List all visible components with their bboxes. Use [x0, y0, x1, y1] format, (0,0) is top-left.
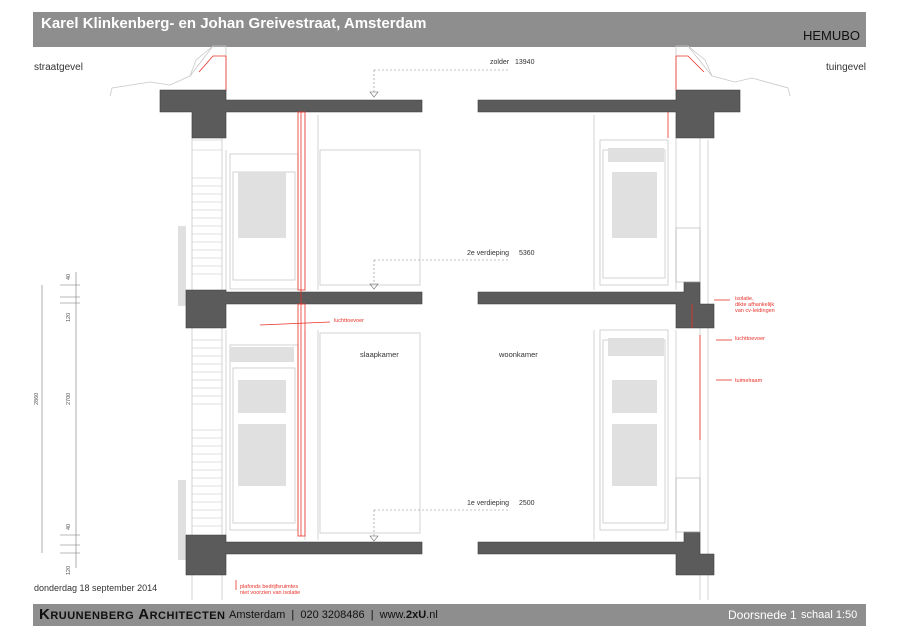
note-isolatie-3: van cv-leidingen — [735, 308, 775, 314]
side-label-garden: tuingevel — [826, 62, 867, 73]
drawing-scale: schaal 1:50 — [801, 609, 858, 621]
note-isolatie-1: isolatie, — [735, 296, 754, 302]
firm-phone: 020 3208486 — [300, 609, 365, 621]
side-label-street: straatgevel — [34, 62, 83, 73]
level-1st-name: 1e verdieping — [467, 500, 510, 507]
note-luchttoevoer-left: luchttoevoer — [334, 318, 364, 324]
dim-120-bottom: 120 — [66, 565, 72, 575]
level-attic-name: zolder — [490, 59, 510, 66]
slab-attic-right — [478, 90, 740, 138]
room-left: slaapkamer — [360, 350, 399, 359]
room-right: woonkamer — [499, 350, 538, 359]
drawing-name: Doorsnede 1 — [728, 608, 797, 622]
firm-contact: Amsterdam | 020 3208486 | www.2xU.nl — [229, 609, 438, 621]
slab-1st-left — [186, 535, 422, 575]
dim-40-top: 40 — [66, 273, 72, 280]
drawing-title: Karel Klinkenberg- en Johan Greivestraat, Amsterdam — [41, 15, 427, 32]
level-2nd-height: 5360 — [519, 250, 535, 257]
slab-1st-right — [478, 532, 714, 575]
firm-city: Amsterdam — [229, 609, 286, 621]
note-luchttoevoer-right: luchttoevoer — [735, 336, 765, 342]
note-tuimelraam: tuimelraam — [735, 378, 763, 384]
level-attic-height: 13940 — [515, 59, 535, 66]
dim-40-bottom: 40 — [66, 523, 72, 530]
level-2nd-name: 2e verdieping — [467, 250, 510, 257]
dim-120-top: 120 — [66, 312, 72, 322]
note-plafonds-1: plafonds bedrijfsruimtes — [240, 584, 299, 590]
slab-2nd-left — [186, 290, 422, 328]
firm-website[interactable]: www.2xU.nl — [379, 609, 438, 621]
client-name: HEMUBO — [802, 28, 860, 43]
note-isolatie-2: dikte afhankelijk — [735, 302, 775, 308]
firm-name: Kruunenberg Architecten — [39, 606, 226, 623]
note-plafonds-2: niet voorzien van isolatie — [240, 590, 301, 596]
slab-2nd-right — [478, 282, 714, 328]
level-1st-height: 2500 — [519, 500, 535, 507]
dim-2700: 2700 — [66, 392, 72, 405]
slab-attic-left — [160, 90, 422, 138]
date-label: donderdag 18 september 2014 — [34, 583, 158, 593]
footer-bar — [33, 604, 866, 626]
dim-2860: 2860 — [34, 392, 40, 405]
